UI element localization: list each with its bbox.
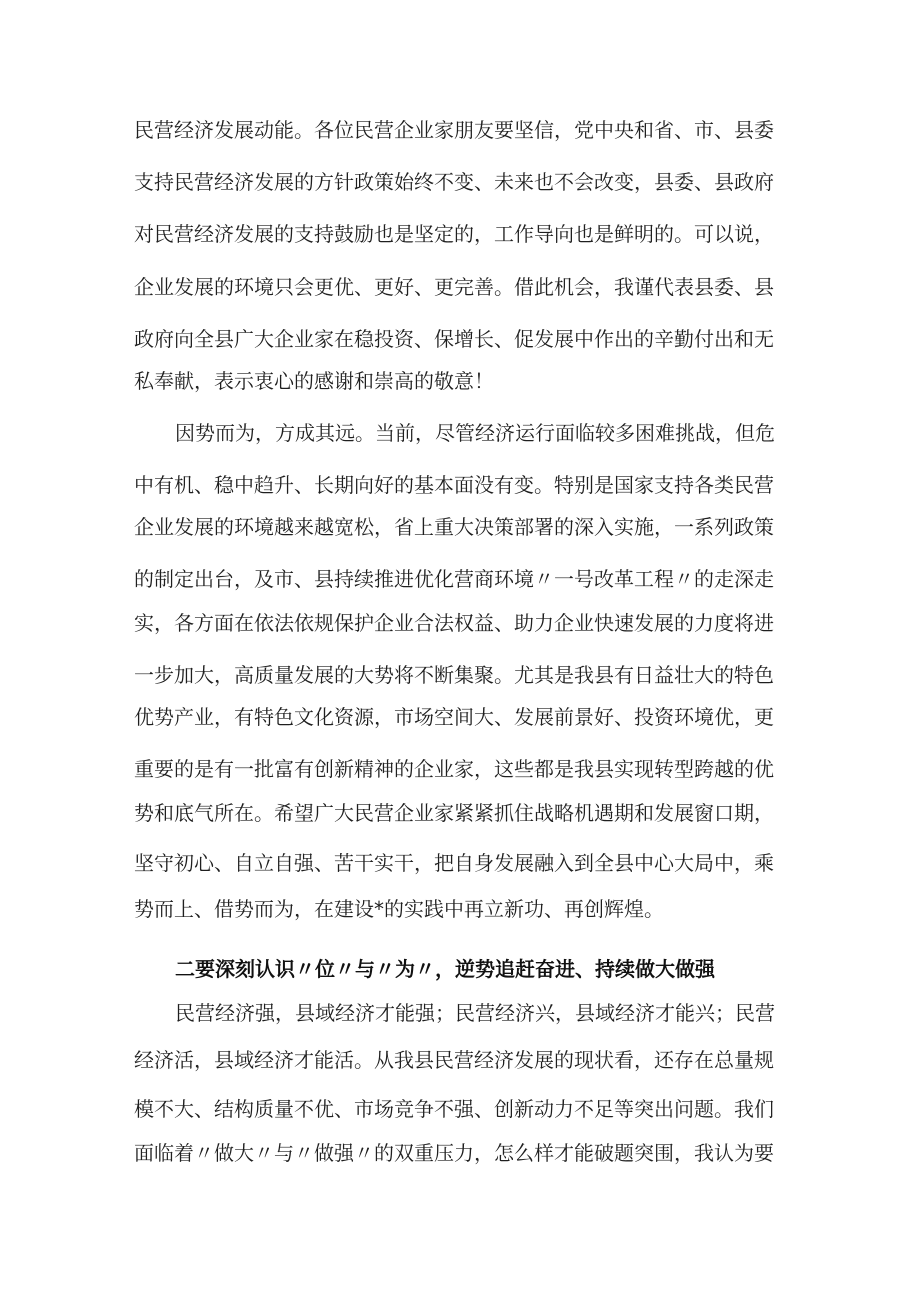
paragraph-3-line-1: 民营经济强，县域经济才能强；民营经济兴，县域经济才能兴；民营 (175, 1001, 775, 1025)
paragraph-2-line-9: 势和底气所在。希望广大民营企业家紧紧抓住战略机遇期和发展窗口期， (134, 801, 774, 825)
paragraph-2-line-10: 坚守初心、自立自强、苦干实干，把自身发展融入到全县中心大局中，乘 (134, 851, 774, 875)
paragraph-1-line-1: 民营经济发展动能。各位民营企业家朋友要坚信，党中央和省、市、县委 (134, 118, 774, 142)
paragraph-1-line-4: 企业发展的环境只会更优、更好、更完善。借此机会，我谨代表县委、县 (134, 275, 774, 299)
paragraph-2-line-3: 企业发展的环境越来越宽松，省上重大决策部署的深入实施，一系列政策 (134, 515, 774, 539)
section-heading: 二要深刻认识〃位〃与〃为〃，逆势追赶奋进、持续做大做强 (175, 957, 715, 981)
paragraph-2-line-4: 的制定出台，及市、县持续推进优化营商环境〃一号改革工程〃的走深走 (134, 567, 774, 591)
paragraph-2-line-8: 重要的是有一批富有创新精神的企业家，这些都是我县实现转型跨越的优 (134, 757, 774, 781)
paragraph-2-line-1: 因势而为，方成其远。当前，尽管经济运行面临较多困难挑战，但危 (175, 421, 775, 445)
paragraph-2-line-6: 一步加大，高质量发展的大势将不断集聚。尤其是我县有日益壮大的特色 (134, 663, 774, 687)
paragraph-2-line-2: 中有机、稳中趋升、长期向好的基本面没有变。特别是国家支持各类民营 (134, 473, 774, 497)
paragraph-3-line-2: 经济活，县域经济才能活。从我县民营经济发展的现状看，还存在总量规 (134, 1048, 774, 1072)
paragraph-1-line-5: 政府向全县广大企业家在稳投资、保增长、促发展中作出的辛勤付出和无 (134, 327, 774, 351)
paragraph-2-line-5: 实，各方面在依法依规保护企业合法权益、助力企业快速发展的力度将进 (134, 611, 774, 635)
paragraph-2-line-7: 优势产业，有特色文化资源，市场空间大、发展前景好、投资环境优，更 (134, 705, 774, 729)
paragraph-1-line-3: 对民营经济发展的支持鼓励也是坚定的，工作导向也是鲜明的。可以说， (134, 222, 774, 246)
paragraph-3-line-4: 面临着〃做大〃与〃做强〃的双重压力，怎么样才能破题突围，我认为要 (134, 1141, 774, 1165)
paragraph-1-line-6: 私奉献，表示衷心的感谢和崇高的敬意！ (134, 369, 494, 393)
paragraph-2-line-11: 势而上、借势而为，在建设*的实践中再立新功、再创辉煌。 (134, 897, 664, 921)
paragraph-1-line-2: 支持民营经济发展的方针政策始终不变、未来也不会改变，县委、县政府 (134, 170, 774, 194)
paragraph-3-line-3: 模不大、结构质量不优、市场竞争不强、创新动力不足等突出问题。我们 (134, 1097, 774, 1121)
